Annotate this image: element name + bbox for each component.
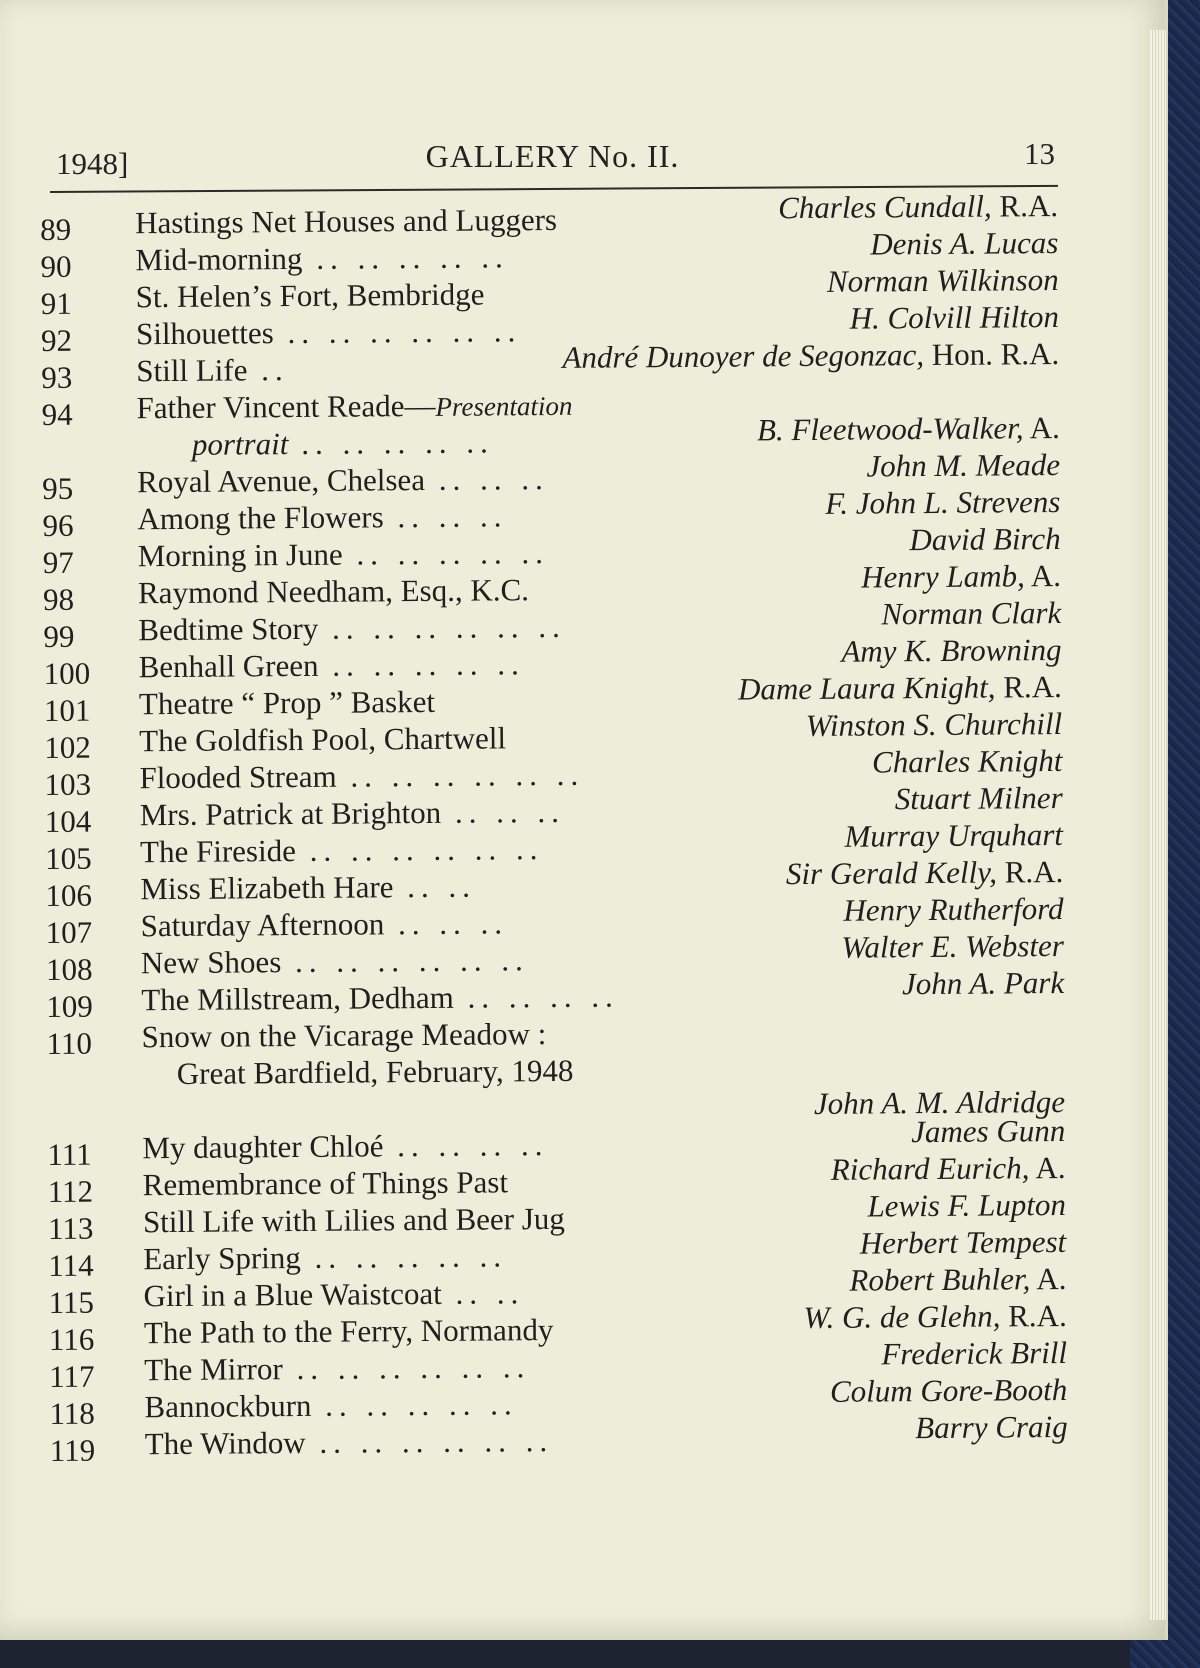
entry-title-text: Mid-morning (135, 240, 303, 278)
entry-number: 111 (47, 1136, 92, 1172)
entry-number: 99 (43, 618, 75, 654)
entry-title (136, 312, 522, 352)
entry-artist (841, 927, 1064, 966)
leader-dots: .. .. .. (424, 461, 549, 497)
artist-name: Dame Laura Knight, (737, 669, 996, 707)
entry-artist (881, 1334, 1067, 1372)
artist-name: Amy K. Browning (841, 631, 1062, 669)
entry-title-text: The Fireside (139, 833, 297, 870)
leader-dots: .. .. .. .. .. .. (305, 1423, 554, 1460)
entry-title (138, 571, 529, 611)
entry-title (137, 460, 549, 500)
entry-title (136, 276, 485, 316)
page-edges (1150, 30, 1166, 1620)
artist-honour: R.A. (996, 853, 1064, 890)
entry-artist (843, 890, 1063, 929)
entry-title-text: St. Helen’s Fort, Bembridge (135, 276, 485, 315)
artist-name: Lewis F. Lupton (867, 1186, 1067, 1224)
entry-title-text: Still Life with Lilies and Beer Jug (142, 1200, 566, 1240)
leader-dots: .. .. .. (384, 905, 509, 942)
entry-title (139, 719, 506, 759)
entry-number: 119 (49, 1432, 96, 1468)
artist-honour: Hon. R.A. (923, 336, 1060, 373)
leader-dots: .. .. .. .. .. (318, 646, 525, 683)
artist-name: Richard Eurich, (830, 1150, 1030, 1187)
entry-artist (860, 1223, 1067, 1262)
entry-title-text: Remembrance of Things Past (142, 1164, 509, 1203)
artist-honour: A. (1023, 409, 1060, 446)
entry-number: 116 (48, 1321, 95, 1357)
entry-title (137, 497, 507, 537)
entry-title (144, 1311, 554, 1351)
artist-name: B. Fleetwood-Walker, (756, 410, 1024, 448)
leader-dots: .. (247, 352, 289, 388)
entry-title (192, 423, 495, 462)
artist-name: Norman Wilkinson (826, 262, 1059, 299)
leader-dots: .. .. (441, 1275, 525, 1311)
entry-artist (872, 742, 1063, 780)
artist-name: Stuart Milner (894, 779, 1063, 817)
entry-title (135, 201, 557, 241)
entry-artist (861, 557, 1061, 596)
entry-title-text: Hastings Net Houses and Luggers (135, 201, 558, 241)
entry-title-text: My daughter Chloé (142, 1128, 384, 1166)
leader-dots: .. .. .. .. (453, 978, 619, 1015)
entry-title (141, 904, 509, 944)
artist-name: W. G. de Glehn, (803, 1298, 1001, 1336)
entry-number: 114 (48, 1247, 94, 1283)
artist-honour: R.A. (1000, 1297, 1067, 1334)
leader-dots: .. .. .. .. .. (300, 1238, 508, 1275)
entry-artist (803, 1297, 1067, 1336)
artist-name: Walter E. Webster (841, 927, 1064, 965)
artist-name: Barry Craig (915, 1408, 1068, 1446)
artist-honour: R.A. (995, 668, 1062, 705)
entry-artist (867, 1186, 1066, 1225)
entry-title (139, 756, 584, 796)
catalogue-entries (40, 188, 1068, 1468)
entry-artist (911, 1112, 1065, 1150)
entry-title (145, 1422, 554, 1462)
entry-title-text: portrait (191, 426, 289, 462)
leader-dots: .. .. .. .. .. .. (295, 831, 544, 869)
artist-name: Colum Gore-Booth (829, 1371, 1068, 1409)
entry-title-text: Silhouettes (135, 315, 274, 352)
entry-number: 102 (44, 729, 91, 765)
entry-artist (562, 335, 1059, 376)
entry-title (143, 1200, 565, 1240)
entry-title-text: Bedtime Story (138, 610, 319, 648)
entry-subtitle: Presentation (435, 390, 573, 422)
entry-title-text: Still Life (136, 352, 248, 389)
artist-name: John A. Park (901, 964, 1065, 1002)
entry-title-text: Raymond Needham, Esq., K.C. (137, 572, 530, 611)
artist-name: Henry Lamb, (861, 558, 1025, 595)
entry-number: 110 (46, 1025, 93, 1061)
running-header (50, 130, 1055, 194)
entry-title-text: Father Vincent Reade— (136, 387, 436, 426)
artist-name: Herbert Tempest (859, 1223, 1067, 1261)
gallery-title: GALLERY No. II. (425, 138, 680, 174)
entry-title (139, 683, 435, 722)
leader-dots: .. .. .. .. .. (342, 535, 550, 572)
leader-dots: .. .. (393, 868, 477, 905)
entry-artist (909, 520, 1061, 558)
header-year: 1948] (56, 146, 129, 181)
artist-name: Sir Gerald Kelly, (785, 854, 998, 892)
entry-title (143, 1237, 507, 1277)
entry-number: 100 (43, 655, 91, 691)
entry-title (143, 1163, 509, 1203)
leader-dots: .. .. .. (441, 793, 566, 830)
entry-number: 97 (42, 544, 74, 580)
artist-name: David Birch (909, 520, 1061, 558)
entry-number: 95 (42, 470, 74, 506)
entry-title-text: Mrs. Patrick at Brighton (139, 794, 442, 833)
entry-title-text: Flooded Stream (139, 758, 337, 796)
entry-number: 91 (40, 285, 72, 321)
entry-artist (806, 705, 1063, 744)
entry-artist (844, 816, 1063, 855)
entry-title-text: Miss Elizabeth Hare (140, 869, 394, 907)
artist-name: Denis A. Lucas (870, 225, 1059, 262)
artist-name: H. Colvill Hilton (849, 299, 1060, 336)
leader-dots: .. .. .. .. .. .. (336, 756, 585, 794)
entry-title (142, 1126, 548, 1166)
entry-title (138, 645, 524, 685)
entry-number: 115 (48, 1284, 95, 1320)
leader-dots: .. .. .. .. .. (288, 424, 495, 462)
entry-artist (881, 594, 1061, 632)
entry-artist (841, 631, 1061, 670)
entry-title-text: Royal Avenue, Chelsea (137, 461, 426, 500)
entry-title-text: The Window (144, 1424, 306, 1462)
entry-number: 89 (40, 211, 72, 247)
page-number: 13 (1024, 136, 1055, 171)
entry-number: 112 (47, 1173, 94, 1209)
entry-title (141, 977, 619, 1018)
entry-artist (915, 1408, 1068, 1446)
artist-name: Robert Buhler, (849, 1261, 1031, 1298)
entry-title (140, 830, 544, 870)
entry-title-text: Girl in a Blue Waistcoat (143, 1275, 442, 1314)
entry-title-text: Great Bardfield, February, 1948 (176, 1052, 574, 1091)
entry-title (143, 1274, 524, 1314)
artist-name: Norman Clark (881, 594, 1062, 632)
leader-dots: .. .. .. .. (383, 1127, 549, 1164)
leader-dots: .. .. .. (383, 498, 508, 535)
artist-name: James Gunn (911, 1112, 1066, 1150)
artist-name: Charles Cundall, (777, 188, 992, 226)
artist-name: F. John L. Strevens (825, 483, 1061, 521)
leader-dots: .. .. .. .. .. (302, 239, 509, 276)
entry-title (177, 1052, 574, 1092)
entry-number: 96 (42, 507, 74, 543)
artist-name: Murray Urquhart (844, 816, 1064, 854)
entry-artist (831, 1149, 1066, 1188)
entry-artist (870, 224, 1058, 262)
entry-title-text: Early Spring (143, 1239, 301, 1277)
entry-title (140, 868, 476, 908)
entry-number: 92 (40, 322, 73, 358)
entry-title (138, 608, 566, 648)
leader-dots: .. .. .. .. .. .. (318, 608, 566, 646)
entry-title-text: Saturday Afternoon (140, 906, 385, 944)
leader-dots: .. .. .. .. .. .. (282, 1349, 531, 1387)
entry-artist (757, 409, 1060, 448)
leader-dots: .. .. .. .. .. .. (273, 313, 522, 351)
entry-title-text: The Path to the Ferry, Normandy (143, 1312, 554, 1351)
entry-artist (895, 779, 1063, 817)
artist-name: André Dunoyer de Segonzac, (562, 337, 925, 375)
entry-title (144, 1348, 530, 1388)
entry-number: 90 (40, 248, 72, 284)
entry-title (136, 351, 289, 389)
artist-name: John M. Meade (866, 446, 1061, 484)
entry-artist (738, 668, 1062, 708)
entry-title-text: Snow on the Vicarage Meadow : (141, 1016, 547, 1055)
artist-name: Charles Knight (871, 742, 1063, 780)
entry-number: 118 (49, 1395, 95, 1431)
entry-title (136, 386, 572, 428)
leader-dots: .. .. .. .. .. (311, 1386, 518, 1423)
entry-title (144, 1385, 518, 1425)
entry-artist (786, 853, 1064, 892)
entry-title-text: Theatre “ Prop ” Basket (138, 683, 436, 722)
entry-number: 93 (41, 359, 73, 395)
entry-title (140, 793, 565, 833)
entry-title (141, 1015, 546, 1055)
entry-title (138, 534, 549, 574)
entry-title-text: The Mirror (144, 1351, 283, 1388)
entry-title (141, 941, 529, 981)
artist-name: Winston S. Churchill (805, 705, 1063, 744)
entry-number: 106 (45, 877, 93, 913)
entry-title-text: Among the Flowers (137, 499, 384, 537)
entry-artist (849, 1260, 1066, 1299)
entry-number: 101 (43, 692, 91, 728)
entry-artist (902, 964, 1064, 1002)
entry-artist (850, 298, 1060, 337)
entry-number: 105 (44, 840, 92, 876)
entry-number: 108 (45, 951, 93, 987)
entry-number: 104 (44, 803, 92, 839)
entry-title-text: Morning in June (137, 536, 343, 574)
entry-number: 109 (46, 988, 93, 1024)
entry-title-text: New Shoes (140, 944, 282, 981)
leader-dots: .. .. .. .. .. .. (281, 942, 529, 980)
artist-name: John A. M. Aldridge (813, 1083, 1066, 1121)
entry-artist (778, 187, 1058, 226)
entry-title-text: The Millstream, Dedham (141, 979, 454, 1018)
artist-honour: R.A. (991, 188, 1059, 224)
entry-artist (825, 483, 1060, 522)
entry-number: 94 (41, 396, 73, 432)
artist-name: Henry Rutherford (843, 890, 1064, 928)
entry-title-text: The Goldfish Pool, Chartwell (139, 720, 507, 759)
artist-honour: A. (1029, 1149, 1066, 1186)
artist-name: Frederick Brill (881, 1334, 1068, 1372)
entry-title-text: Benhall Green (138, 647, 319, 685)
entry-title-text: Bannockburn (144, 1387, 312, 1425)
entry-artist (830, 1371, 1068, 1410)
entry-artist (866, 446, 1060, 485)
entry-number: 113 (47, 1210, 94, 1246)
entry-title (135, 238, 509, 278)
entry-number: 103 (44, 766, 92, 802)
entry-number: 117 (49, 1358, 95, 1394)
artist-honour: A. (1024, 557, 1062, 594)
artist-honour: A. (1030, 1260, 1067, 1297)
entry-number: 107 (45, 914, 93, 950)
entry-artist (827, 261, 1059, 300)
entry-number: 98 (42, 581, 75, 617)
